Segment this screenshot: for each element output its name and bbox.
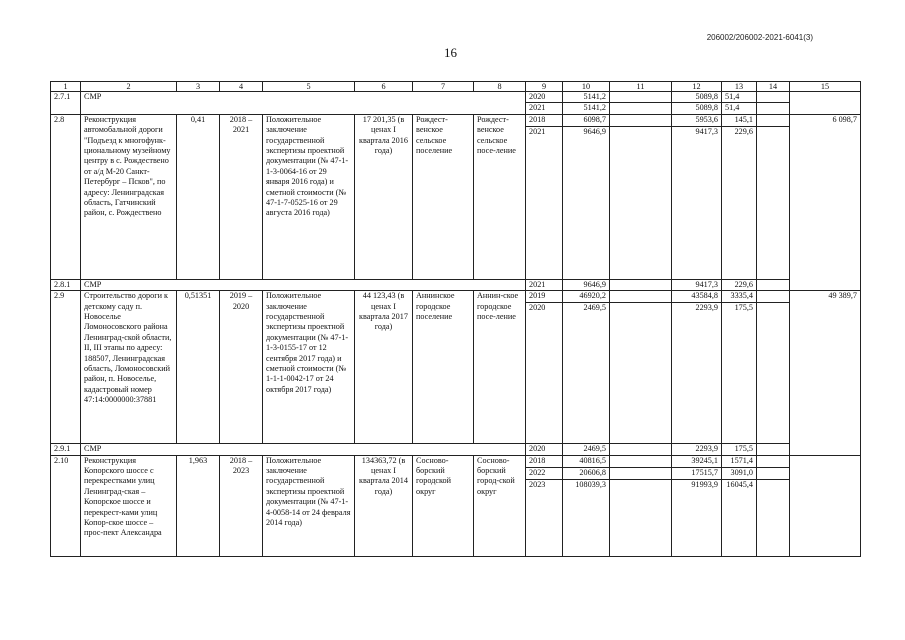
- header-cell: 4: [220, 82, 263, 92]
- row-name: СМР: [81, 444, 526, 455]
- empty-cell: [757, 291, 790, 303]
- table-row: [51, 279, 861, 290]
- value-cell: 5141,2: [563, 103, 610, 114]
- header-cell: 2: [81, 82, 177, 92]
- header-cell: 13: [722, 82, 757, 92]
- empty-cell: [757, 114, 790, 126]
- header-cell: 5: [263, 82, 355, 92]
- value-cell: 6098,7: [563, 114, 610, 126]
- length-cell: 0,41: [177, 114, 220, 279]
- row-number: 2.7.1: [51, 92, 81, 115]
- value-cell: 39245,1: [672, 455, 722, 467]
- cost-cell: 17 201,35 (в ценах I квартала 2016 года): [355, 114, 413, 279]
- empty-cell: [610, 444, 672, 455]
- empty-cell: [757, 444, 790, 455]
- value-cell: 43584,8: [672, 291, 722, 303]
- year-cell: 2018: [526, 114, 563, 126]
- value-cell: 1571,4: [722, 455, 757, 467]
- value-cell: 9646,9: [563, 126, 610, 279]
- total-cell: 6 098,7: [790, 114, 861, 290]
- value-cell: 2469,5: [563, 444, 610, 455]
- value-cell: 20606,8: [563, 467, 610, 479]
- page-number: 16: [444, 45, 457, 60]
- municipality-cell: Рождест-венское сельское посе-ление: [474, 114, 526, 279]
- value-cell: 9417,3: [672, 279, 722, 290]
- row-name: СМР: [81, 92, 526, 115]
- value-cell: 3091,0: [722, 467, 757, 479]
- year-cell: 2023: [526, 479, 563, 556]
- empty-cell: [757, 92, 790, 103]
- value-cell: 175,5: [722, 444, 757, 455]
- empty-cell: [610, 467, 672, 479]
- header-cell: 10: [563, 82, 610, 92]
- document-id: 206002/206002-2021-6041(3): [706, 33, 813, 42]
- row-number: 2.8: [51, 114, 81, 279]
- value-cell: 5141,2: [563, 92, 610, 103]
- empty-cell: [610, 126, 672, 279]
- row-number: 2.9.1: [51, 444, 81, 455]
- document-cell: Положительное заключение государственной экспертизы проектной документации (№ 47-1-1-3-0155-17 от 12 сентября 2017 года) и сметной стоимости (№ 1-1-1-0042-17 от 24 октября 2017 года): [263, 291, 355, 444]
- row-name: СМР: [81, 279, 526, 290]
- year-cell: 2019: [526, 291, 563, 303]
- length-cell: 1,963: [177, 455, 220, 556]
- table-header-row: [51, 82, 861, 92]
- value-cell: 51,4: [722, 103, 757, 114]
- value-cell: 5953,6: [672, 114, 722, 126]
- empty-cell: [757, 467, 790, 479]
- row-name: Реконструкция Копорского шоссе с перекрестками улиц Ленинград-ская – Копорское шоссе и перекрест-ками улиц Копор-ское шоссе – прос-пект Александра: [81, 455, 177, 556]
- value-cell: 9417,3: [672, 126, 722, 279]
- row-number: 2.10: [51, 455, 81, 556]
- empty-cell: [790, 455, 861, 556]
- row-name: Реконструкция автомобальной дороги "Подъезд к многофунк-циональному музейному центру в с. Рождествено от а/д М-20 Санкт-Петербург – Псков", по адресу: Ленинградская область, Гатчинский район, с. Рождествено: [81, 114, 177, 279]
- cost-cell: 134363,72 (в ценах I квартала 2014 года): [355, 455, 413, 556]
- length-cell: 0,51351: [177, 291, 220, 444]
- header-cell: 11: [610, 82, 672, 92]
- year-cell: 2022: [526, 467, 563, 479]
- header-cell: 12: [672, 82, 722, 92]
- value-cell: 5089,8: [672, 92, 722, 103]
- value-cell: 51,4: [722, 92, 757, 103]
- header-cell: 15: [790, 82, 861, 92]
- municipality-cell: Сосново-борский город-ской округ: [474, 455, 526, 556]
- empty-cell: [610, 103, 672, 114]
- year-cell: 2018: [526, 455, 563, 467]
- value-cell: 9646,9: [563, 279, 610, 290]
- program-table: [50, 81, 861, 557]
- value-cell: 17515,7: [672, 467, 722, 479]
- empty-cell: [757, 126, 790, 279]
- empty-cell: [757, 103, 790, 114]
- empty-cell: [610, 479, 672, 556]
- empty-cell: [610, 279, 672, 290]
- value-cell: 2469,5: [563, 303, 610, 444]
- value-cell: 2293,9: [672, 444, 722, 455]
- year-cell: 2020: [526, 303, 563, 444]
- value-cell: 175,5: [722, 303, 757, 444]
- empty-cell: [610, 303, 672, 444]
- value-cell: 46920,2: [563, 291, 610, 303]
- empty-cell: [790, 92, 861, 115]
- period-cell: 2018 – 2023: [220, 455, 263, 556]
- municipality-cell: Рождест-венское сельское поселение: [413, 114, 474, 279]
- year-cell: 2021: [526, 279, 563, 290]
- header-cell: 6: [355, 82, 413, 92]
- value-cell: 3335,4: [722, 291, 757, 303]
- header-cell: 1: [51, 82, 81, 92]
- year-cell: 2020: [526, 92, 563, 103]
- value-cell: 5089,8: [672, 103, 722, 114]
- value-cell: 91993,9: [672, 479, 722, 556]
- header-cell: 3: [177, 82, 220, 92]
- header-cell: 9: [526, 82, 563, 92]
- table-row: [51, 114, 861, 126]
- value-cell: 16045,4: [722, 479, 757, 556]
- value-cell: 229,6: [722, 126, 757, 279]
- year-cell: 2020: [526, 444, 563, 455]
- header-cell: 8: [474, 82, 526, 92]
- empty-cell: [757, 479, 790, 556]
- empty-cell: [610, 114, 672, 126]
- year-cell: 2021: [526, 103, 563, 114]
- value-cell: 145,1: [722, 114, 757, 126]
- empty-cell: [757, 279, 790, 290]
- table-row: [51, 455, 861, 467]
- value-cell: 2293,9: [672, 303, 722, 444]
- empty-cell: [757, 455, 790, 467]
- empty-cell: [610, 291, 672, 303]
- document-cell: Положительное заключение государственной экспертизы проектной документации (№ 47-1-1-3-0064-16 от 29 января 2016 года) и сметной стоимости (№ 47-1-7-0525-16 от 29 августа 2016 года): [263, 114, 355, 279]
- total-cell: 49 389,7: [790, 291, 861, 455]
- empty-cell: [610, 455, 672, 467]
- value-cell: 108039,3: [563, 479, 610, 556]
- table-row: [51, 92, 861, 103]
- row-number: 2.8.1: [51, 279, 81, 290]
- municipality-cell: Аннинское городское поселение: [413, 291, 474, 444]
- value-cell: 40816,5: [563, 455, 610, 467]
- table-row: [51, 444, 861, 455]
- row-number: 2.9: [51, 291, 81, 444]
- period-cell: 2019 – 2020: [220, 291, 263, 444]
- header-cell: 7: [413, 82, 474, 92]
- empty-cell: [757, 303, 790, 444]
- row-name: Строительство дороги к детскому саду п. Новоселье Ломоносовского района Ленинград-ской области, II, III этапы по адресу: 188507, Ленинградская область, Ломоносовский район, п. Новоселье, кадастровый номер 47:14:0000000:37881: [81, 291, 177, 444]
- municipality-cell: Сосново-борский городской округ: [413, 455, 474, 556]
- table-row: [51, 291, 861, 303]
- header-cell: 14: [757, 82, 790, 92]
- value-cell: 229,6: [722, 279, 757, 290]
- document-cell: Положительное заключение государственной экспертизы проектной документации (№ 47-1-4-0058-14 от 24 февраля 2014 года): [263, 455, 355, 556]
- period-cell: 2018 – 2021: [220, 114, 263, 279]
- empty-cell: [610, 92, 672, 103]
- municipality-cell: Аннин-ское городское посе-ление: [474, 291, 526, 444]
- cost-cell: 44 123,43 (в ценах I квартала 2017 года): [355, 291, 413, 444]
- year-cell: 2021: [526, 126, 563, 279]
